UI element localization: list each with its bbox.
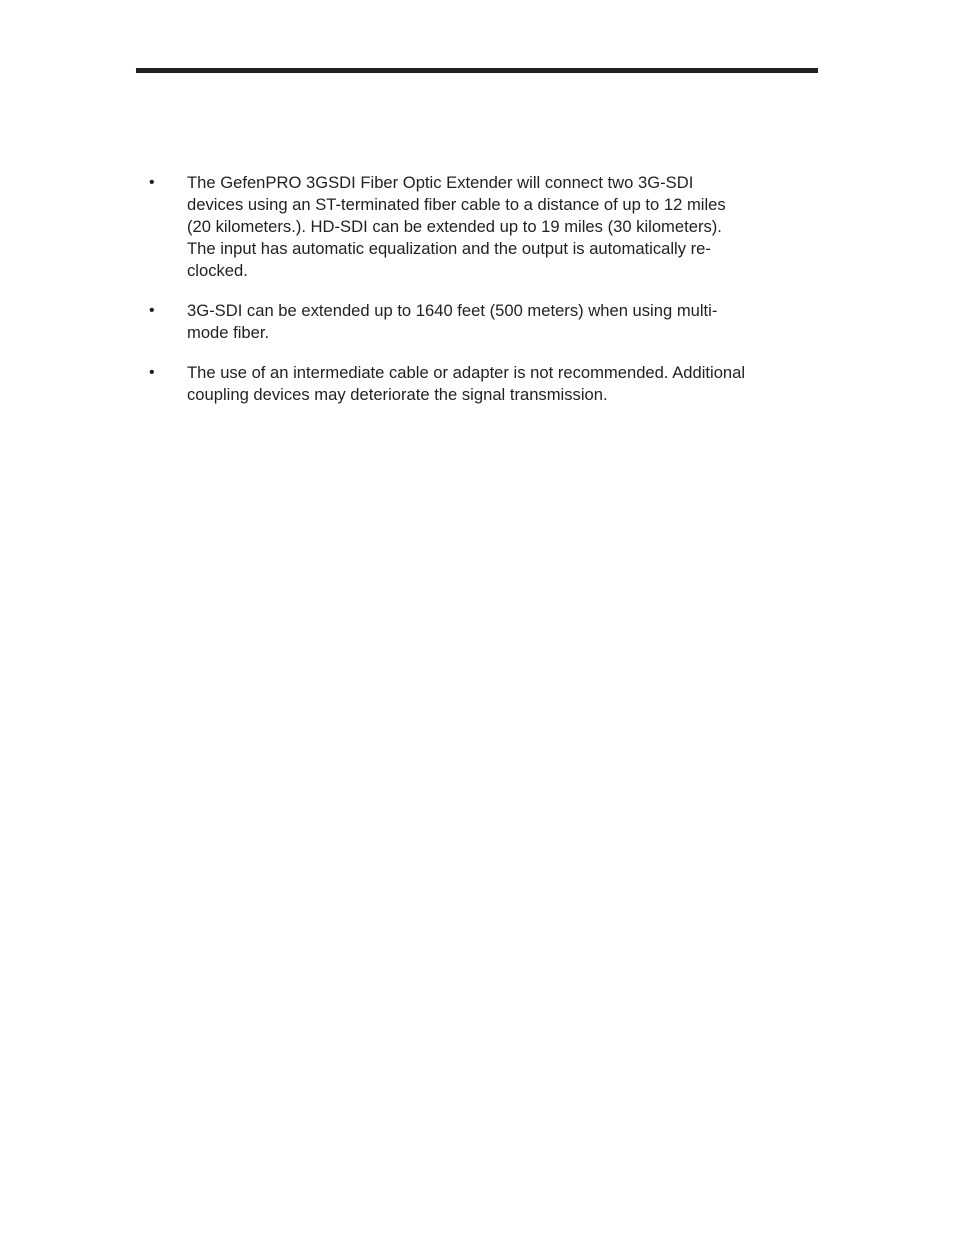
bullet-icon: • <box>149 174 155 191</box>
header-rule <box>136 68 818 73</box>
note-text: The GefenPRO 3GSDI Fiber Optic Extender will connect two 3G-SDI devices using an ST-terminated fiber cable to a distance of up to 12 miles (20 kilometers.). HD-SDI can be extended up to 19 miles (30 kilometers). The input has automatic equalization and the output is automatically re- clocked. <box>187 173 726 280</box>
bullet-icon: • <box>149 364 155 381</box>
notes-list <box>0 172 954 424</box>
list-item <box>0 172 954 282</box>
list-item <box>0 300 954 344</box>
list-item <box>0 362 954 406</box>
note-text: The use of an intermediate cable or adapter is not recommended. Additional coupling devices may deteriorate the signal transmission. <box>187 363 746 404</box>
bullet-icon: • <box>149 302 155 319</box>
note-text: 3G-SDI can be extended up to 1640 feet (500 meters) when using multi- mode fiber. <box>187 301 718 342</box>
